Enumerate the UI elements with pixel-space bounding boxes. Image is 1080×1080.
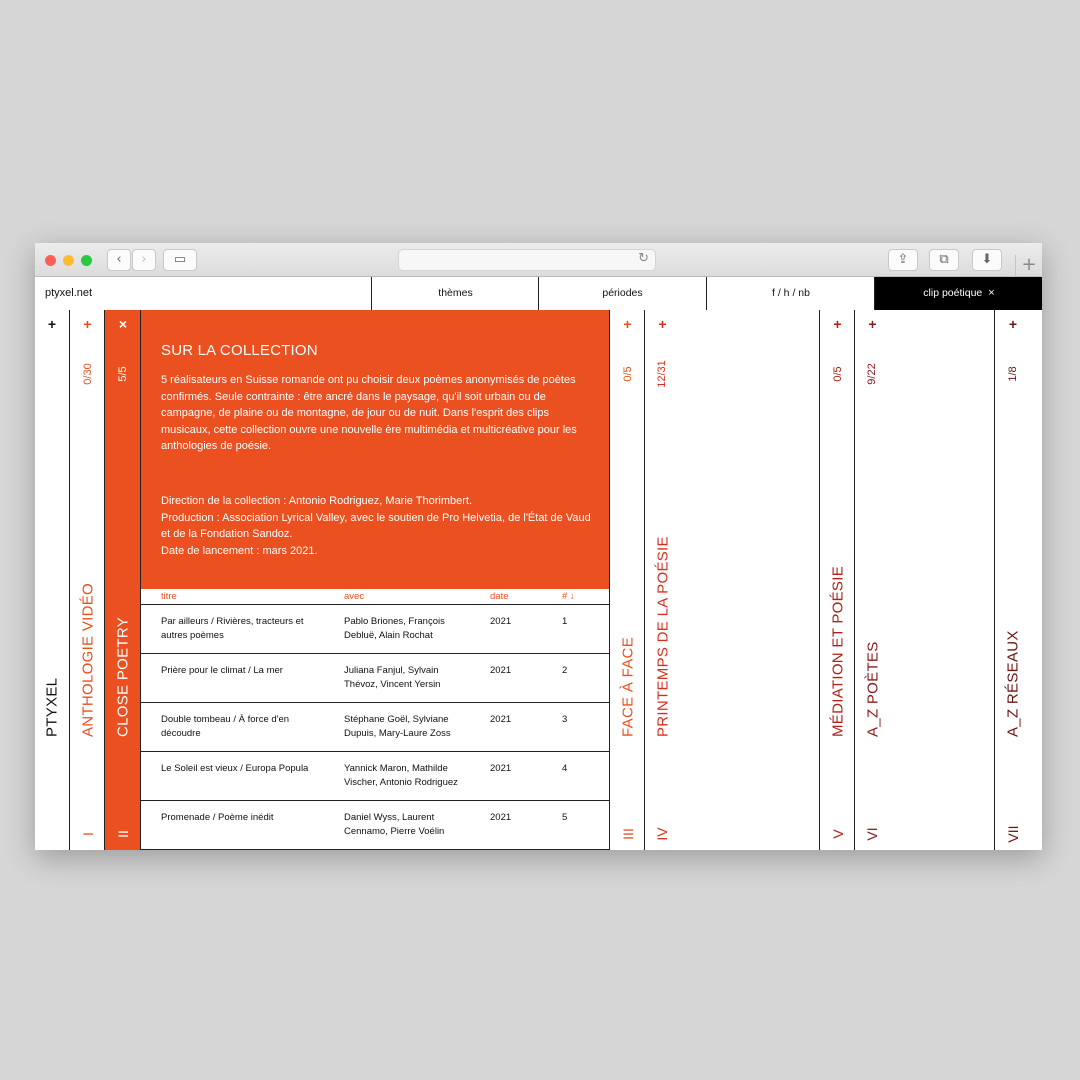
column-roman-face-a-face: III — [619, 828, 636, 840]
column-close-poetry[interactable] — [104, 310, 141, 850]
cell-date: 2021 — [490, 665, 512, 676]
expand-az-poetes-icon[interactable]: + — [868, 316, 877, 332]
cell-avec: Juliana Fanjul, Sylvain Thévoz, Vincent Yersin — [344, 665, 441, 690]
expand-mediation-icon[interactable]: + — [833, 316, 842, 332]
column-title-ptyxel: PTYXEL — [43, 677, 61, 737]
close-collection-icon[interactable]: × — [118, 316, 128, 332]
cell-titre: Promenade / Poème inédit — [161, 812, 274, 823]
column-title-az-reseaux: A_Z RÉSEAUX — [1004, 630, 1022, 737]
column-title-az-poetes: A_Z POÈTES — [864, 641, 882, 737]
cell-titre: Double tombeau / À force d'en découdre — [161, 714, 290, 739]
tabs-overview-icon[interactable]: ⧉ — [929, 249, 959, 271]
new-tab-icon[interactable]: + — [1015, 255, 1042, 277]
column-count-az-poetes: 9/22 — [866, 363, 878, 385]
tab-themes[interactable]: thèmes — [371, 277, 539, 310]
column-count-az-reseaux: 1/8 — [1007, 366, 1019, 382]
site-name-link[interactable]: ptyxel.net — [45, 287, 93, 299]
header-titre[interactable]: titre — [161, 591, 177, 602]
expand-az-reseaux-icon[interactable]: + — [1008, 316, 1018, 332]
column-count-anthologie: 0/30 — [81, 363, 94, 385]
cell-num: 2 — [562, 665, 568, 676]
cell-date: 2021 — [490, 616, 512, 627]
expand-anthologie-icon[interactable]: + — [83, 316, 92, 332]
column-count-mediation: 0/5 — [831, 366, 844, 382]
collection-panel — [140, 310, 609, 850]
tab-periodes[interactable]: périodes — [538, 277, 706, 310]
cell-num: 5 — [562, 812, 568, 823]
cell-titre: Prière pour le climat / La mer — [161, 665, 283, 676]
back-icon[interactable]: ‹ — [107, 249, 131, 271]
column-face-a-face[interactable] — [609, 310, 645, 850]
panel-title: SUR LA COLLECTION — [161, 342, 318, 359]
column-roman-anthologie: I — [79, 832, 96, 836]
header-avec[interactable]: avec — [344, 591, 365, 602]
tab-clip-poetique[interactable] — [874, 277, 1042, 310]
column-roman-az-reseaux: VII — [1005, 825, 1021, 843]
header-num[interactable]: # ↓ — [562, 591, 575, 602]
column-printemps[interactable] — [644, 310, 820, 850]
column-title-face-a-face: FACE À FACE — [619, 637, 636, 737]
column-count-close-poetry: 5/5 — [117, 366, 129, 382]
column-roman-az-poetes: VI — [864, 827, 880, 841]
reload-icon[interactable]: ↻ — [638, 251, 649, 266]
column-roman-close-poetry: II — [115, 830, 131, 838]
table-row[interactable] — [141, 752, 609, 801]
browser-window — [35, 243, 1042, 850]
column-ptyxel[interactable] — [35, 310, 69, 850]
credit-direction: Direction de la collection : Antonio Rodriguez, Marie Thorimbert. — [161, 495, 473, 507]
minimize-window-button[interactable] — [63, 255, 74, 266]
column-count-face-a-face: 0/5 — [621, 366, 634, 382]
column-az-poetes[interactable] — [854, 310, 995, 850]
close-window-button[interactable] — [45, 255, 56, 266]
download-icon[interactable]: ⬇ — [972, 249, 1002, 271]
column-roman-printemps: IV — [654, 827, 670, 841]
tab-fhnb[interactable]: f / h / nb — [706, 277, 875, 310]
cell-date: 2021 — [490, 763, 512, 774]
column-title-printemps: PRINTEMPS DE LA POÉSIE — [654, 536, 672, 737]
cell-avec: Stéphane Goël, Sylviane Dupuis, Mary-Laure Zoss — [344, 714, 451, 739]
forward-icon[interactable]: › — [132, 249, 156, 271]
site-nav — [35, 277, 1042, 311]
column-count-printemps: 12/31 — [656, 360, 668, 388]
browser-toolbar — [35, 243, 1042, 277]
cell-titre: Par ailleurs / Rivières, tracteurs et autres poèmes — [161, 616, 304, 641]
panel-credits — [161, 493, 601, 559]
cell-num: 4 — [562, 763, 568, 774]
header-date[interactable]: date — [490, 591, 509, 602]
table-row[interactable] — [141, 605, 609, 654]
credit-production: Production : Association Lyrical Valley, avec le soutien de Pro Helvetia, de l'État de Vaud et de la Fondation Sandoz. — [161, 511, 591, 540]
expand-printemps-icon[interactable]: + — [658, 316, 667, 332]
sidebar-icon[interactable]: ▭ — [163, 249, 197, 271]
column-az-reseaux[interactable] — [994, 310, 1042, 850]
address-bar[interactable] — [398, 249, 656, 271]
table-row[interactable] — [141, 801, 609, 850]
cell-date: 2021 — [490, 714, 512, 725]
column-mediation[interactable] — [819, 310, 855, 850]
cell-avec: Pablo Briones, François Debluë, Alain Rochat — [344, 616, 445, 641]
table-row[interactable] — [141, 654, 609, 703]
expand-ptyxel-icon[interactable]: + — [47, 316, 57, 332]
panel-description: 5 réalisateurs en Suisse romande ont pu choisir deux poèmes anonymisés de poètes confirmés. Seule contrainte : être ancré dans le paysage, qu'il soit urbain ou de campagne, de plaine ou de montagne, de jour ou de nuit. Dans l'esprit des clips musicaux, cette collection ouvre une nouvelle ère multimédia et multicréative pour les anthologies de poésie. — [161, 374, 577, 452]
cell-num: 1 — [562, 616, 568, 627]
table-row[interactable] — [141, 703, 609, 752]
column-roman-mediation: V — [829, 829, 846, 839]
cell-date: 2021 — [490, 812, 512, 823]
column-title-mediation: MÉDIATION ET POÉSIE — [829, 565, 846, 737]
column-title-close-poetry: CLOSE POETRY — [114, 616, 132, 737]
close-tab-icon[interactable]: × — [988, 287, 995, 299]
clips-table — [141, 589, 609, 850]
cell-num: 3 — [562, 714, 568, 725]
share-icon[interactable]: ⇪ — [888, 249, 918, 271]
column-title-anthologie: ANTHOLOGIE VIDÉO — [79, 583, 96, 737]
cell-avec: Daniel Wyss, Laurent Cennamo, Pierre Voélin — [344, 812, 445, 837]
cell-titre: Le Soleil est vieux / Europa Popula — [161, 763, 309, 774]
tab-clip-poetique-label: clip poétique — [923, 287, 983, 299]
expand-face-a-face-icon[interactable]: + — [623, 316, 632, 332]
cell-avec: Yannick Maron, Mathilde Vischer, Antonio Rodriguez — [344, 763, 458, 788]
zoom-window-button[interactable] — [81, 255, 92, 266]
credit-date: Date de lancement : mars 2021. — [161, 544, 318, 557]
column-anthologie-video[interactable] — [69, 310, 105, 850]
